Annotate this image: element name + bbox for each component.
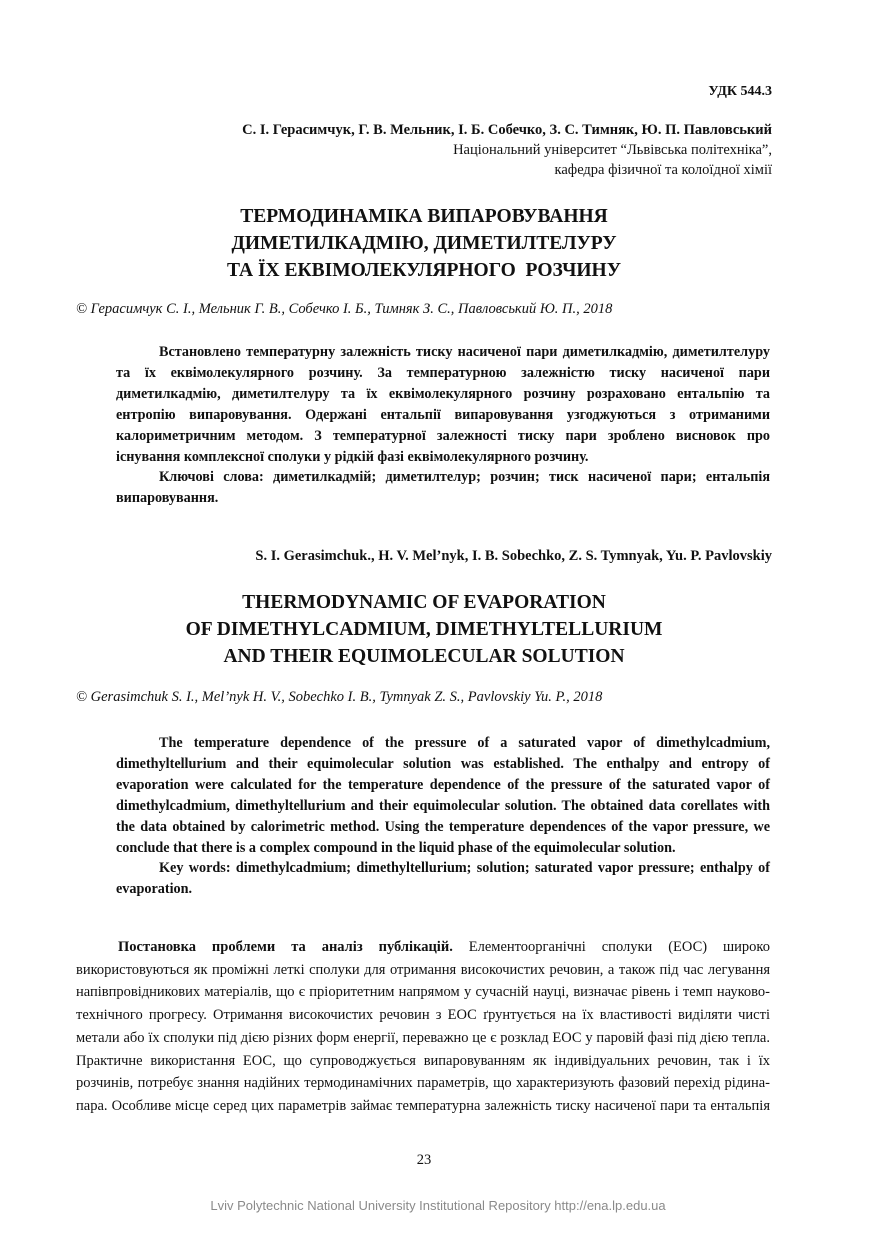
title-ukrainian (0, 203, 848, 284)
abstract-ukrainian-text: Встановлено температурну залежність тиску насиченої пари диметилкадмію, диметилтелуру та їх еквімолекулярного розчину. За температурною залежністю тиску насиченої пари диметилкадмію, диметилтелуру та їх еквімолекулярного розчину розраховано ентальпію та ентропію випаровування. Одержані ентальпії випаровування узгоджуються з отриманими калориметричним методом. З температурної залежності тиску пари зроблено висновок про існування комплексної сполуки у рідкій фазі еквімолекулярного розчину. (116, 344, 770, 465)
keywords-ukrainian: Ключові слова: диметилкадмій; диметилтелур; розчин; тиск насиченої пари; ентальпія випаровування. (116, 469, 770, 507)
authors-english: S. I. Gerasimchuk., H. V. Mel’nyk, I. B. Sobechko, Z. S. Tymnyak, Yu. P. Pavlovskiy (255, 548, 772, 564)
title-english-line: OF DIMETHYLCADMIUM, DIMETHYLTELLURIUM (185, 619, 663, 640)
title-english-line: THERMODYNAMIC OF EVAPORATION (242, 592, 606, 613)
abstract-english (116, 733, 770, 900)
title-english (0, 589, 848, 670)
title-ukrainian-line: ДИМЕТИЛКАДМІЮ, ДИМЕТИЛТЕЛУРУ (231, 233, 617, 254)
title-ukrainian-line: ТЕРМОДИНАМІКА ВИПАРОВУВАННЯ (240, 206, 608, 227)
keywords-english: Key words: dimethylcadmium; dimethyltellurium; solution; saturated vapor pressure; enthalpy of evaporation. (116, 860, 770, 898)
section-heading: Постановка проблеми та аналіз публікацій. (118, 939, 453, 955)
body-paragraph-text: Елементоорганічні сполуки (ЕОС) широко використовуються як проміжні леткі сполуки для отримання високочистих речовин, а також під час легування напівпровідникових матеріалів, що є пріоритетним напрямом у сучасній науці, визначає рівень і темп науково-технічного прогресу. Отримання високочистих речовин з ЕОС ґрунтується на їх властивості виділяти чисті метали або їх сполуки під дією різних форм енергії, переважно це є розклад ЕОС у паровій фазі під дією тепла. Практичне використання ЕОС, що супроводжується випаровуванням як індивідуальних речовин, так і їх розчинів, потребує знання надійних термодинамічних параметрів, що характеризують фазовий перехід рідина-пара. Особливе місце серед цих параметрів займає температурна залежність тиску насиченої пари та ентальпія (76, 939, 770, 1114)
abstract-english-text: The temperature dependence of the pressure of a saturated vapor of dimethylcadmium, dimethyltellurium and their equimolecular solution was established. The enthalpy and entropy of evaporation were calculated for the temperature dependence of the pressure of the saturated vapor of dimethylcadmium, dimethyltellurium and their equimolecular solution. The obtained data corellates with the data obtained by calorimetric method. Using the temperature dependences of the vapor pressure, we conclude that there is a complex compound in the liquid phase of the equimolecular solution. (116, 735, 770, 856)
body-section (76, 936, 770, 1118)
page-number: 23 (416, 1152, 432, 1168)
title-ukrainian-line: ТА ЇХ ЕКВІМОЛЕКУЛЯРНОГО РОЗЧИНУ (226, 260, 622, 281)
copyright-english: © Gerasimchuk S. I., Mel’nyk H. V., Sobechko I. B., Tymnyak Z. S., Pavlovskiy Yu. P., 2018 (76, 689, 603, 705)
authors-ukrainian: С. І. Герасимчук, Г. В. Мельник, І. Б. Собечко, З. С. Тимняк, Ю. П. Павловський (242, 122, 772, 138)
title-english-line: AND THEIR EQUIMOLECULAR SOLUTION (223, 646, 625, 667)
udc-code: УДК 544.3 (708, 84, 772, 99)
body-paragraph (76, 936, 770, 1118)
affiliation-department: кафедра фізичної та колоїдної хімії (554, 162, 772, 178)
abstract-ukrainian (116, 342, 770, 509)
repository-footer: Lviv Polytechnic National University Institutional Repository http://ena.lp.edu.ua (210, 1198, 666, 1213)
affiliation-university: Національний університет “Львівська політехніка”, (453, 142, 772, 158)
copyright-ukrainian: © Герасимчук С. І., Мельник Г. В., Собечко І. Б., Тимняк З. С., Павловський Ю. П., 2018 (76, 301, 613, 317)
